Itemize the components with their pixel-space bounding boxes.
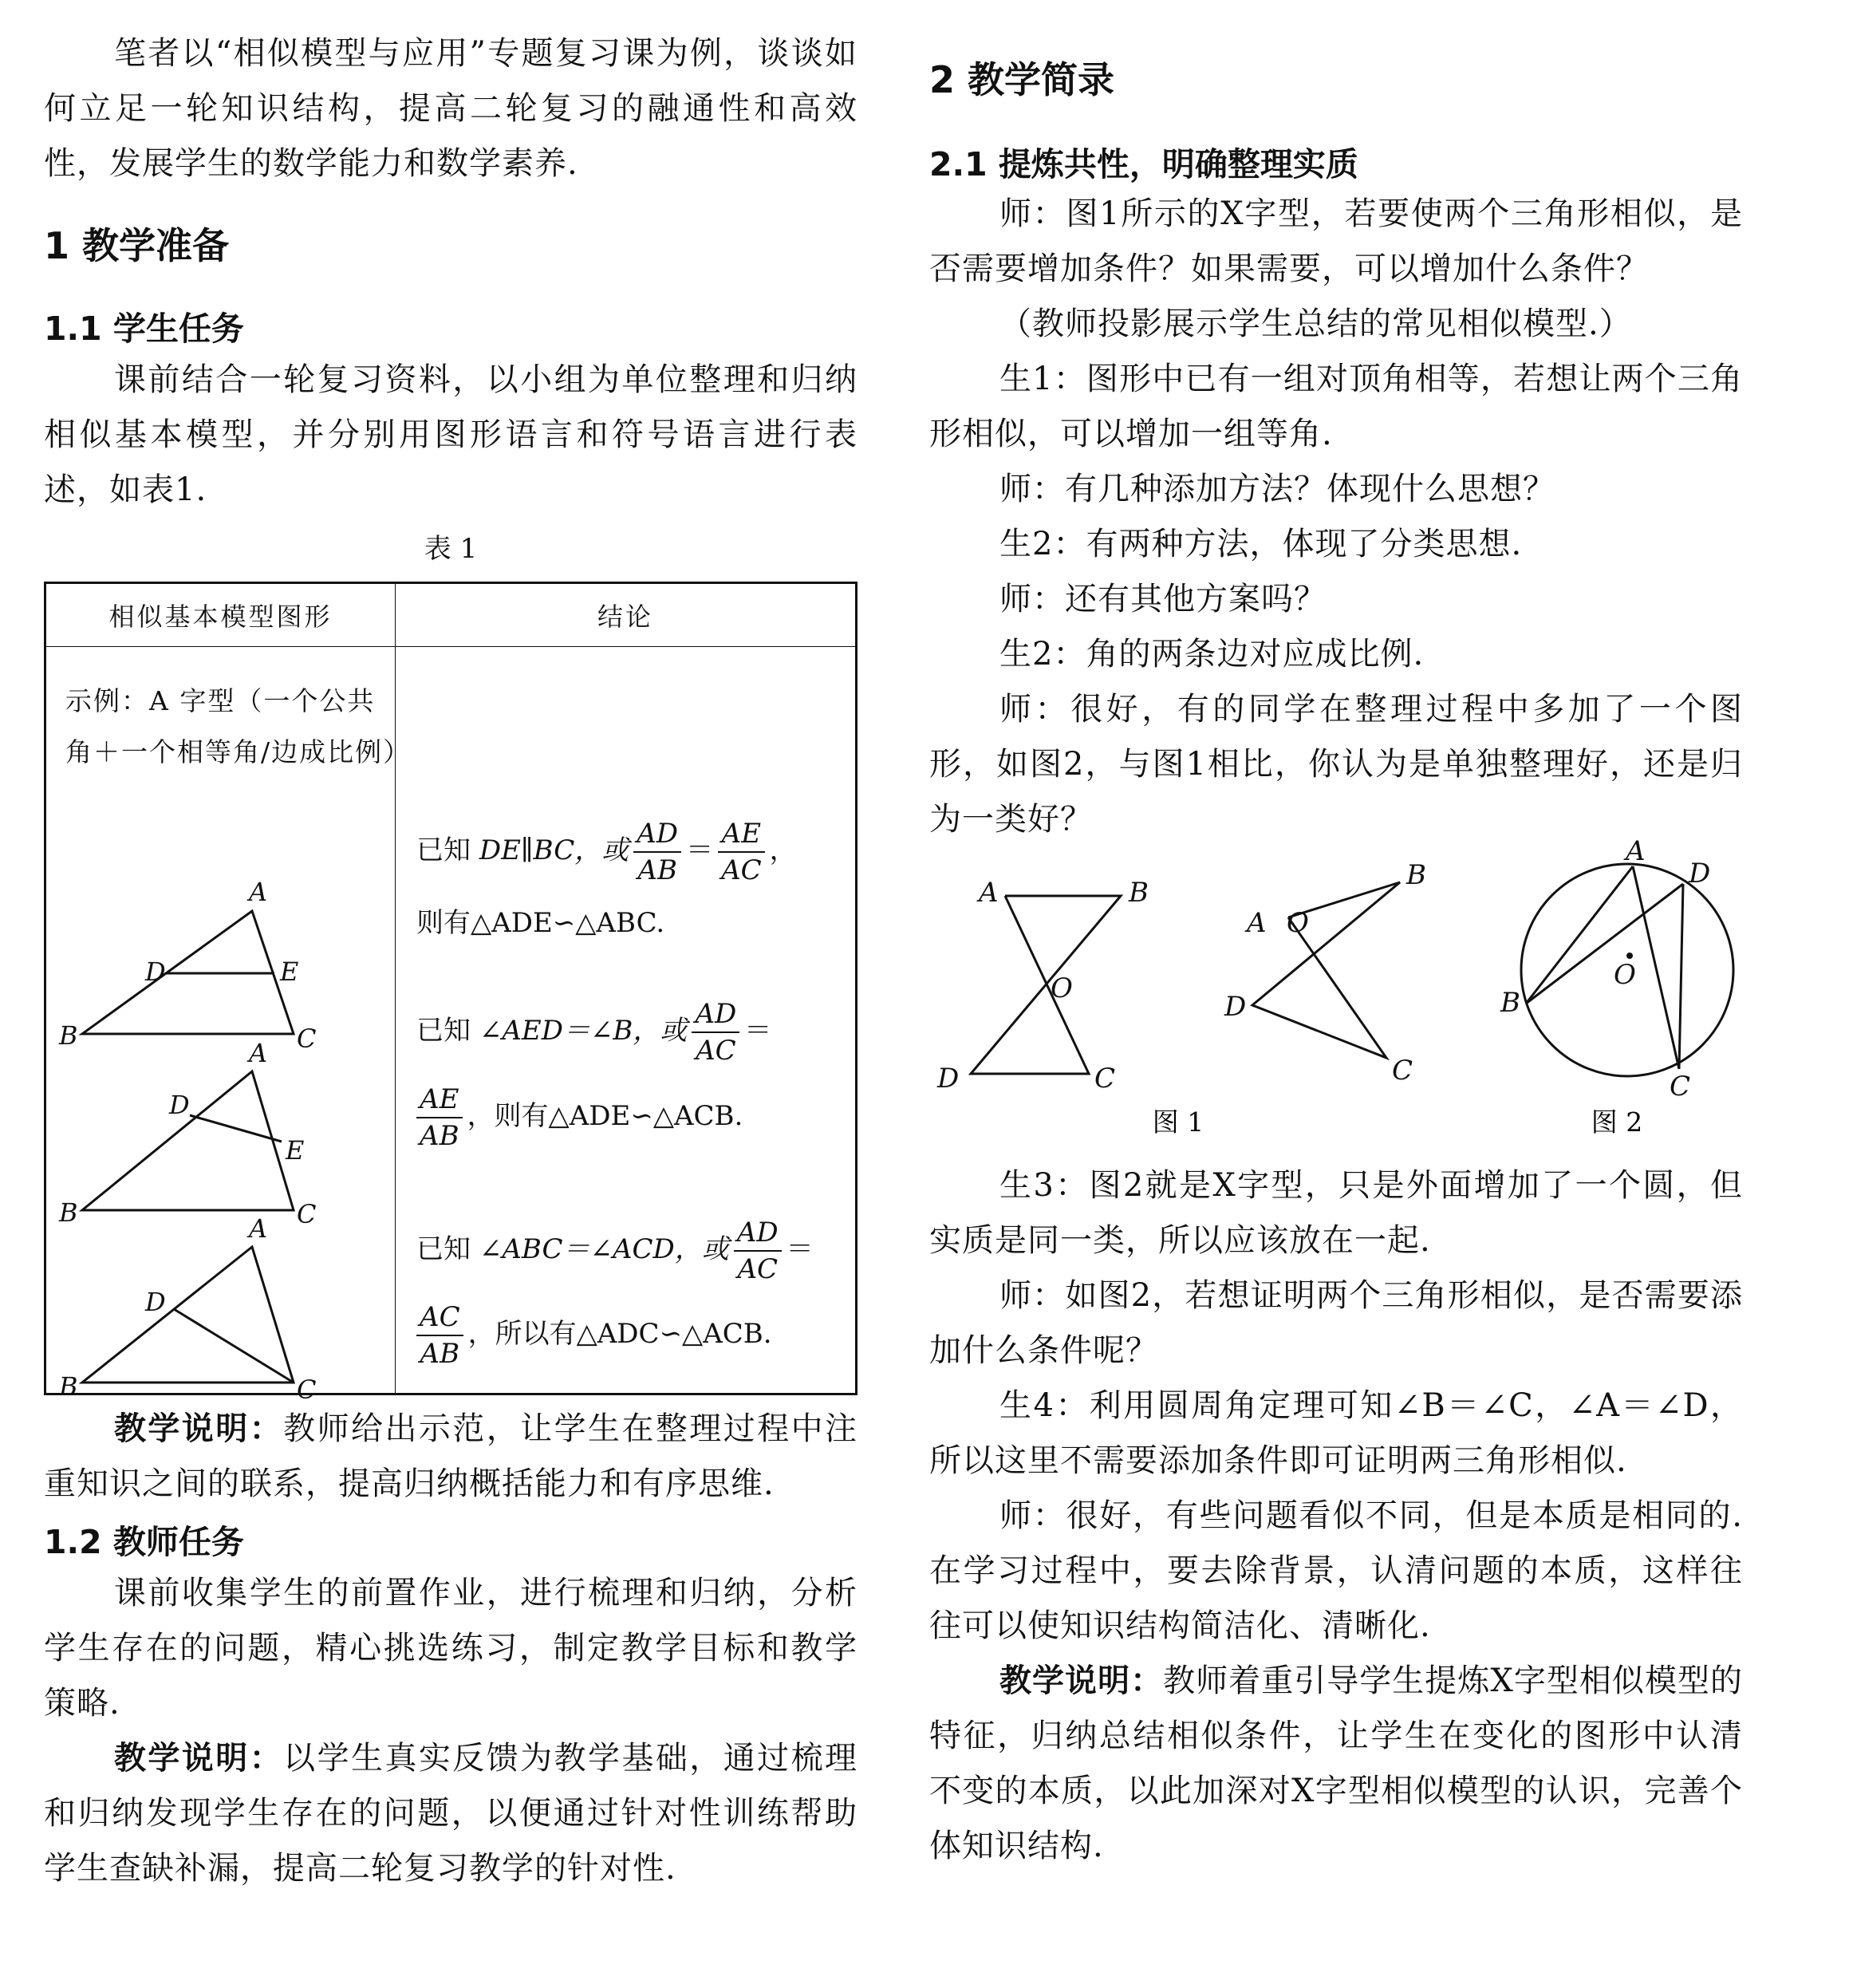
fraction-numerator: AD [734, 1215, 782, 1252]
label-b-1: B [59, 1020, 78, 1051]
conclusion-3-result: ，所以有△ADC∽△ACB. [467, 1318, 772, 1350]
table-header-left: 相似基本模型图形 [45, 583, 396, 647]
conclusion-3-prefix: 已知 [416, 1233, 471, 1265]
dialogue-4: 师：有几种添加方法？体现什么思想？ [999, 471, 1555, 507]
dialogue-2: （教师投影展示学生总结的常见相似模型.） [999, 306, 1632, 342]
teaching-note-label: 教学说明： [999, 1663, 1164, 1699]
fraction-denominator: AC [696, 1035, 736, 1067]
fraction-denominator: AB [420, 1120, 459, 1152]
conclusion-2 [416, 996, 771, 1068]
conclusion-1-result: 则有△ADE∽△ABC. [416, 907, 665, 939]
fig1-label-c: C [1094, 1063, 1116, 1095]
section-1-title: 1 教学准备 [44, 224, 230, 267]
fraction-denominator: AB [637, 854, 677, 886]
dialogue-10: 师：如图2，若想证明两个三角形相似，是否需要添加什么条件呢？ [929, 1277, 1743, 1369]
label-a-2: A [249, 1038, 268, 1068]
fig1b-label-o: O [1287, 907, 1309, 939]
conclusions-cell [396, 647, 857, 1394]
fig1-label-d: D [937, 1063, 960, 1095]
dialogue-6: 师：还有其他方案吗？ [999, 581, 1327, 617]
fraction-denominator: AC [721, 854, 762, 886]
conclusion-3-cont [416, 1300, 772, 1371]
teaching-note-1-text: 教师给出示范，让学生在整理过程中注重知识之间的联系，提高归纳概括能力和有序思维. [44, 1410, 858, 1502]
example-text: 示例：A 字型（一个公共角＋一个相等角/边成比例） [65, 685, 412, 767]
label-d-3: D [145, 1287, 166, 1317]
label-a-3: A [249, 1213, 268, 1244]
fig2-label-c: C [1670, 1071, 1691, 1102]
table-header-right: 结论 [396, 583, 857, 647]
figure-1-x-shape [971, 896, 1121, 1074]
dialogue-1: 师：图1所示的X字型，若要使两个三角形相似，是否需要增加条件？如果需要，可以增加什么条件？ [929, 195, 1743, 287]
fraction-numerator: AE [718, 816, 765, 853]
dialogue-9: 生3：图2就是X字型，只是外面增加了一个圆，但实质是同一类，所以应该放在一起. [929, 1167, 1743, 1259]
conclusion-3-given: ∠ABC＝∠ACD，或 [479, 1233, 729, 1265]
label-a-1: A [249, 877, 268, 907]
conclusion-3 [416, 1215, 814, 1287]
equals-sign: ＝ [744, 1015, 772, 1047]
section-1-1-title: 1.1 学生任务 [44, 310, 244, 348]
figure-1-crossed-shape [1252, 882, 1400, 1058]
table-body-row [45, 647, 857, 1394]
fig2-label-a: A [1626, 835, 1646, 867]
conclusion-2-cont [416, 1082, 743, 1154]
comma: ， [769, 834, 797, 866]
label-c-1: C [297, 1024, 317, 1054]
figure-2-center-dot [1626, 953, 1633, 959]
label-e-1: E [280, 957, 299, 987]
section-2-1-title: 2.1 提炼共性，明确整理实质 [929, 145, 1358, 183]
segment-de-2 [190, 1115, 282, 1142]
dialogue-5: 生2：有两种方法，体现了分类思想. [999, 526, 1523, 562]
teaching-note-2 [44, 1731, 857, 1896]
label-c-2: C [297, 1199, 317, 1229]
fraction-denominator: AB [420, 1338, 460, 1370]
dialogue-11: 生4：利用圆周角定理可知∠B＝∠C，∠A＝∠D，所以这里不需要添加条件即可证明两三角形相似. [929, 1387, 1743, 1479]
figure-2-chord-ac [1633, 866, 1679, 1069]
label-d-2: D [169, 1090, 190, 1120]
fraction-ad-ac-2 [734, 1215, 782, 1287]
left-column [44, 0, 857, 1896]
fig1b-label-b: B [1406, 859, 1426, 891]
equals-sign: ＝ [786, 1233, 814, 1265]
label-e-2: E [286, 1135, 305, 1166]
section-1-1-text: 课前结合一轮复习资料，以小组为单位整理和归纳相似基本模型，并分别用图形语言和符号语言进行表述，如表1. [44, 361, 857, 508]
section-1-2-title: 1.2 教师任务 [44, 1523, 244, 1561]
fig1b-label-c: C [1392, 1055, 1413, 1087]
similar-triangle-figures [46, 647, 397, 1405]
figure-1-caption: 图 1 [1152, 1106, 1204, 1138]
dialogue-12: 师：很好，有些问题看似不同，但是本质是相同的.在学习过程中，要去除背景，认清问题的本质，这样往往可以使知识结构简洁化、清晰化. [929, 1497, 1743, 1644]
fig2-label-d: D [1689, 858, 1711, 889]
teaching-note-3-text: 教师着重引导学生提炼X字型相似模型的特征，归纳总结相似条件，让学生在变化的图形中认清不变的本质，以此加深对X字型相似模型的认识，完善个体知识结构. [929, 1663, 1743, 1864]
conclusion-1 [416, 816, 797, 888]
fraction-numerator: AE [416, 1082, 463, 1118]
fraction-ae-ac [718, 816, 765, 888]
conclusion-1-prefix: 已知 [416, 834, 471, 866]
label-b-3: B [59, 1371, 78, 1402]
fraction-ac-ab [416, 1300, 463, 1371]
fig1b-label-d: D [1224, 991, 1247, 1023]
label-c-3: C [297, 1375, 317, 1405]
dialogue-7: 生2：角的两条边对应成比例. [999, 636, 1425, 673]
section-1-2-text: 课前收集学生的前置作业，进行梳理和归纳，分析学生存在的问题，精心挑选练习，制定教学目标和教学策略. [44, 1575, 857, 1722]
fraction-ae-ab [416, 1082, 463, 1154]
table-caption: 表 1 [424, 533, 478, 565]
right-column [929, 0, 1743, 1874]
fraction-ad-ac [692, 996, 739, 1068]
figure-2-chord-dc [1679, 884, 1683, 1069]
fig1b-label-a: A [1247, 907, 1267, 939]
dialogue-3: 生1：图形中已有一组对顶角相等，若想让两个三角形相似，可以增加一组等角. [929, 361, 1743, 452]
fraction-ad-ab [633, 816, 681, 888]
equals-sign: ＝ [686, 834, 714, 866]
label-d-1: D [145, 957, 166, 987]
intro-paragraph: 笔者以“相似模型与应用”专题复习课为例，谈谈如何立足一轮知识结构，提高二轮复习的融通性和高效性，发展学生的数学能力和数学素养. [44, 35, 857, 182]
conclusion-2-prefix: 已知 [416, 1015, 471, 1047]
teaching-note-1 [44, 1402, 857, 1512]
model-figures-cell [45, 647, 412, 1405]
teaching-note-2-text: 以学生真实反馈为教学基础，通过梳理和归纳发现学生存在的问题，以便通过针对性训练帮助学生查缺补漏，提高二轮复习教学的针对性. [44, 1740, 858, 1887]
fig1-label-o: O [1051, 972, 1073, 1004]
figure-2-caption: 图 2 [1591, 1106, 1643, 1138]
section-2-title: 2 教学简录 [929, 58, 1115, 101]
fig1-label-a: A [979, 877, 999, 909]
fraction-denominator: AC [737, 1253, 779, 1285]
teaching-note-label: 教学说明： [114, 1410, 284, 1447]
fig2-label-b: B [1500, 987, 1520, 1019]
fig2-label-o: O [1614, 959, 1636, 991]
fraction-numerator: AC [416, 1300, 463, 1336]
figures-1-2 [929, 835, 1743, 1147]
fig1-label-b: B [1129, 877, 1149, 909]
conclusion-2-result: ，则有△ADE∽△ACB. [467, 1100, 743, 1132]
label-b-2: B [59, 1197, 78, 1228]
teaching-note-label: 教学说明： [114, 1740, 284, 1777]
table-1 [44, 582, 857, 1405]
teaching-note-3 [929, 1654, 1743, 1874]
fraction-numerator: AD [692, 996, 739, 1033]
dialogue-8: 师：很好，有的同学在整理过程中多加了一个图形，如图2，与图1相比，你认为是单独整理好，还是归为一类好？ [929, 691, 1743, 838]
conclusion-1-given: DE∥BC，或 [479, 834, 629, 866]
conclusion-2-given: ∠AED＝∠B，或 [479, 1015, 688, 1047]
table-header-row [45, 583, 857, 647]
fraction-numerator: AD [633, 816, 681, 853]
